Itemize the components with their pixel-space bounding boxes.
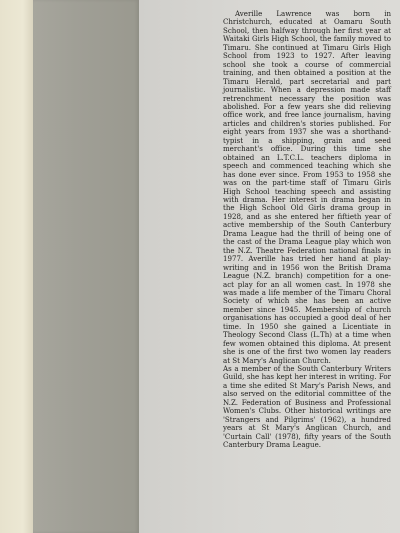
biography-paragraph: Averille Lawrence was born in Christchurch, educated at Oamaru South School, then halfway through her first year at Waitaki Girls High School, the family moved to Timaru. She continued at Timaru Girls High School from 1923 to 1927. After leaving school she took a course of commercial training, and then obtained a position at the Timaru Herald, part secretarial and part journalistic. When a depression made staff retrenchment necessary the position was abolished. For a few years she did relieving office work, and free lance journalism, having articles and children's stories published. For eight years from 1937 she was a shorthand-typist in a shipping, grain and seed merchant's office. During this time she obtained an L.T.C.L. teachers diploma in speech and commenced teaching which she has done ever since. From 1953 to 1958 she was on the part-time staff of Timaru Girls High School teaching speech and assisting with drama. Her interest in drama began in the High School Old Girls drama group in 1928, and as she entered her fiftieth year of active membership of the South Canterbury Drama League had the thrill of being one of the cast of the Drama League play which won the N.Z. Theatre Federation national finals in 1977. Averille has tried her hand at play-writing and in 1956 won the British Drama League (N.Z. branch) competition for a one-act play for an all women cast. In 1978 she was made a life member of the Timaru Choral Society of which she has been an active member since 1945. Membership of church organisations has occupied a good deal of her time. In 1950 she gained a Licentiate in Theology Second Class (L.Th) at a time when few women obtained this diploma. At present she is one of the first two women lay readers at St Mary's Anglican Church. — [223, 9, 391, 365]
page-edge-strip — [0, 0, 33, 533]
cover-band — [33, 0, 139, 533]
author-biography — [223, 10, 391, 450]
biography-paragraph: As a member of the South Canterbury Writers Guild, she has kept her interest in writing. For a time she edited St Mary's Parish News, and also served on the editorial committee of the N.Z. Federation of Business and Professional Women's Clubs. Other historical writings are 'Strangers and Pilgrims' (1962), a hundred years at St Mary's Anglican Church, and 'Curtain Call' (1978), fifty years of the South Canterbury Drama League. — [223, 364, 391, 450]
